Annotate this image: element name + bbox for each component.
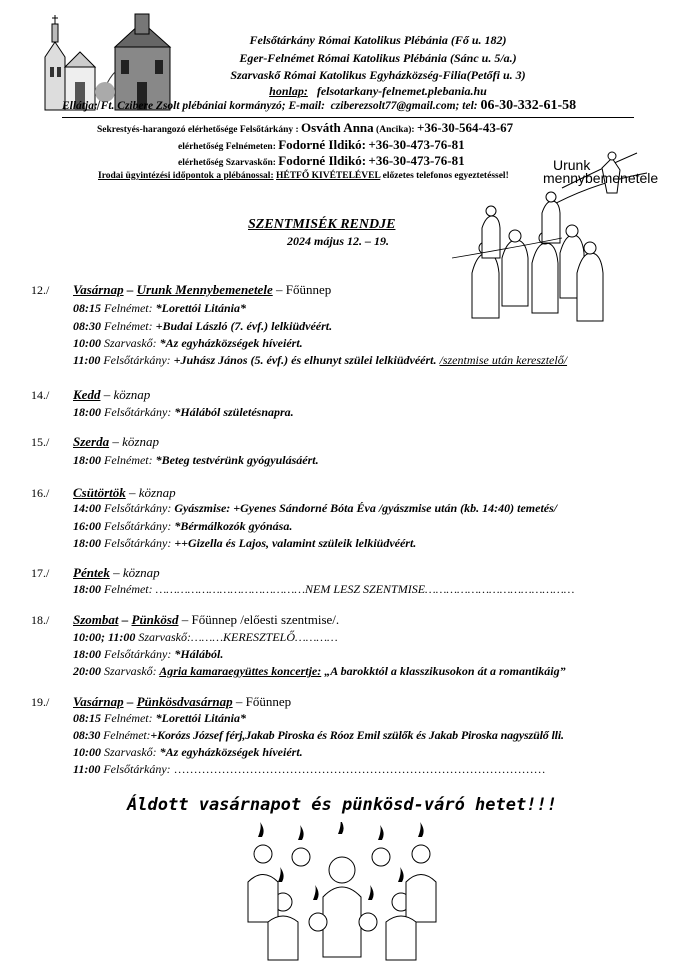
day-name: Csütörtök (73, 485, 126, 500)
day-rank: – Főünnep (235, 694, 292, 709)
mass-intention: ++Gizella és Lajos, valamint szüleik lelkiüdvéért. (174, 536, 417, 550)
mass-entry (73, 501, 557, 516)
mass-entry (73, 582, 574, 597)
website-link[interactable]: felsotarkany-felnemet.plebania.hu (316, 84, 487, 98)
concert-name: Agria kamaraegyüttes koncertje: (159, 664, 322, 678)
mass-intention: ……………………………………NEM LESZ SZENTMISE…………………………………… (155, 582, 575, 596)
day-number: 15./ (31, 435, 50, 449)
mass-time: 18:00 (73, 647, 101, 661)
mass-place: Szarvaskő: (104, 336, 157, 350)
mass-intention: +Korózs József férj,Jakab Piroska és Róoz Emil szülők és Jakab Piroska nagyszülő lli. (150, 728, 564, 742)
mass-place: Felsőtárkány: (104, 405, 172, 419)
parish-line-3: Szarvaskő Római Katolikus Egyházközség-Filia(Petőfi u. 3) (230, 68, 526, 82)
szarvasko-label: elérhetőség Szarvaskőn: (178, 158, 276, 168)
mass-entry (73, 762, 546, 777)
day-number: 19./ (31, 695, 50, 709)
sacristan-name: Osváth Anna (301, 120, 374, 135)
day-separator: – (121, 612, 129, 627)
mass-entry (73, 405, 294, 420)
mass-time: 10:00 (73, 336, 101, 350)
parish-line-1: Felsőtárkány Római Katolikus Plébánia (Fő u. 182) (249, 33, 507, 47)
feast-name: Urunk Mennybemenetele (136, 282, 273, 297)
mass-time: 16:00 (73, 519, 101, 533)
mass-time: 11:00 (73, 353, 101, 367)
mass-place: Felsőtárkány: (104, 501, 172, 515)
mass-place: Szarvaskő: (138, 630, 191, 644)
mass-entry (73, 711, 246, 726)
mass-time: 18:00 (73, 453, 101, 467)
mass-time: 08:15 (73, 301, 101, 315)
office-hours-line (98, 171, 509, 181)
mass-place: Felnémet: (104, 711, 153, 725)
mass-place: Felnémet: (104, 453, 153, 467)
day-heading (73, 387, 150, 403)
mass-entry (73, 728, 564, 743)
email-link[interactable]: cziberezsolt77@gmail.com; (330, 100, 460, 112)
contact-line (62, 98, 682, 114)
mass-entry (73, 301, 246, 316)
mass-time: 10:00 (73, 745, 101, 759)
mass-entry (73, 647, 223, 662)
felnemet-label: elérhetőség Felnémeten: (178, 142, 276, 152)
mass-entry (73, 536, 416, 551)
day-rank: – köznap (113, 565, 160, 580)
ellatja-text: Ellátja: Ft. Czibere Zsolt plébániai kormányzó; E-mail: (62, 100, 325, 112)
day-name: Vasárnap (73, 694, 124, 709)
mass-entry (73, 664, 566, 679)
mass-entry (73, 353, 567, 368)
day-name: Szombat (73, 612, 119, 627)
sacristan-phone: +36-30-564-43-67 (416, 120, 514, 135)
church-logo-image (35, 12, 175, 112)
day-number: 14./ (31, 388, 50, 402)
office-hours-label: Irodai ügyintézési időpontok a plébánossal: (98, 171, 274, 181)
day-heading (73, 694, 291, 710)
day-separator: – (126, 282, 134, 297)
day-name: Kedd (73, 387, 101, 402)
day-rank: – Főünnep (275, 282, 332, 297)
mass-entry (73, 519, 292, 534)
mass-time: 18:00 (73, 582, 101, 596)
day-rank: – köznap (103, 387, 151, 402)
mass-time: 11:00 (73, 762, 101, 776)
mass-time: 08:30 (73, 319, 101, 333)
mass-time: 08:30 (73, 728, 101, 742)
day-heading (73, 485, 176, 501)
mass-intention: +Juhász János (5. évf.) és elhunyt szülei lelkiüdvéért. (173, 353, 437, 367)
header-divider (62, 117, 634, 118)
szarvasko-contact (178, 153, 465, 169)
mass-intention: Gyászmise: +Gyenes Sándorné Bóta Éva /gyászmise után (kb. 14:40) temetés/ (174, 501, 558, 515)
mass-time: 18:00 (73, 536, 101, 550)
mass-intention: *Az egyházközségek híveiért. (159, 336, 303, 350)
mass-entry (73, 453, 319, 468)
feast-name: Pünkösd (131, 612, 179, 627)
day-name: Szerda (73, 434, 110, 449)
mass-time: 08:15 (73, 711, 101, 725)
sacristan-contact (97, 120, 513, 136)
closing-greeting: Áldott vasárnapot és pünkösd-váró hetet!!! (127, 795, 557, 815)
mass-intention: *Lorettói Litánia* (155, 711, 246, 725)
mass-time: 14:00 (73, 501, 101, 515)
office-hours-exception: HÉTFŐ KIVÉTELÉVEL (276, 171, 381, 181)
mass-intention: *Bérmálkozók gyónása. (174, 519, 293, 533)
mass-time: 20:00 (73, 664, 101, 678)
concert-title: „A barokktól a klasszikusokon át a romantikáig” (324, 664, 566, 678)
mass-place: Felsőtárkány: (103, 762, 171, 776)
felnemet-contact (178, 137, 465, 153)
mass-place: Felsőtárkány: (103, 353, 171, 367)
felnemet-name: Fodorné Ildikó: (278, 137, 366, 152)
mass-intention: *Hálából születésnapra. (174, 405, 294, 419)
mass-place: Szarvaskő: (104, 664, 157, 678)
day-number: 17./ (31, 566, 50, 580)
mass-entry (73, 630, 338, 645)
sacristan-nick: (Ancika): (376, 125, 415, 135)
day-number: 16./ (31, 486, 50, 500)
website-line (178, 84, 578, 99)
caption-line-2: mennybemenetele (543, 170, 659, 186)
mass-intention: *Hálából. (174, 647, 224, 661)
phone-number: 06-30-332-61-58 (480, 98, 577, 113)
mass-place: Felsőtárkány: (104, 536, 172, 550)
day-rank: – köznap (129, 485, 176, 500)
schedule-title: SZENTMISÉK RENDJE (248, 217, 396, 232)
day-heading (73, 434, 159, 450)
mass-time: 10:00; 11:00 (73, 630, 136, 644)
day-separator: – (126, 694, 134, 709)
mass-intention: ………………………………………………………………………………… (173, 762, 546, 776)
day-number: 12./ (31, 283, 50, 297)
sacristan-label: Sekrestyés-harangozó elérhetősége Felsőtárkány : (97, 125, 299, 135)
pentecost-illustration (238, 822, 446, 962)
mass-place: Felnémet: (104, 582, 153, 596)
day-heading (73, 612, 339, 628)
website-label: honlap: (269, 84, 308, 98)
mass-entry (73, 336, 303, 351)
mass-note: /szentmise után keresztelő/ (439, 353, 568, 367)
mass-intention: *Beteg testvérünk gyógyulásáért. (155, 453, 319, 467)
office-hours-note: előzetes telefonos egyeztetéssel! (382, 171, 509, 181)
mass-place: Felsőtárkány: (104, 647, 172, 661)
szarvasko-phone: +36-30-473-76-81 (368, 153, 465, 168)
caption-line-1: Urunk (553, 157, 591, 173)
day-name: Vasárnap (73, 282, 124, 297)
feast-name: Pünkösdvasárnap (136, 694, 233, 709)
mass-intention: ………KERESZTELŐ………… (191, 630, 338, 644)
day-heading (73, 565, 160, 581)
mass-place: Szarvaskő: (104, 745, 157, 759)
day-rank: – Főünnep /előesti szentmise/. (181, 612, 340, 627)
mass-entry (73, 319, 332, 334)
tel-label: tel: (462, 100, 478, 112)
mass-intention: *Az egyházközségek híveiért. (159, 745, 303, 759)
day-heading (73, 282, 331, 298)
mass-intention: *Lorettói Litánia* (155, 301, 246, 315)
day-rank: – köznap (112, 434, 159, 449)
day-number: 18./ (31, 613, 50, 627)
mass-intention: +Budai László (7. évf.) lelkiüdvéért. (155, 319, 333, 333)
illustration-caption (543, 159, 658, 185)
szarvasko-name: Fodorné Ildikó: (278, 153, 367, 168)
mass-place: Felnémet: (104, 319, 153, 333)
parish-line-2: Eger-Felnémet Római Katolikus Plébánia (Sánc u. 5/a.) (239, 51, 517, 65)
mass-place: Felnémet: (104, 301, 153, 315)
mass-time: 18:00 (73, 405, 101, 419)
mass-entry (73, 745, 303, 760)
felnemet-phone: +36-30-473-76-81 (368, 137, 465, 152)
mass-place: Felsőtárkány: (104, 519, 172, 533)
day-name: Péntek (73, 565, 110, 580)
schedule-date-range: 2024 május 12. – 19. (287, 234, 390, 248)
mass-place: Felnémet: (103, 728, 151, 742)
